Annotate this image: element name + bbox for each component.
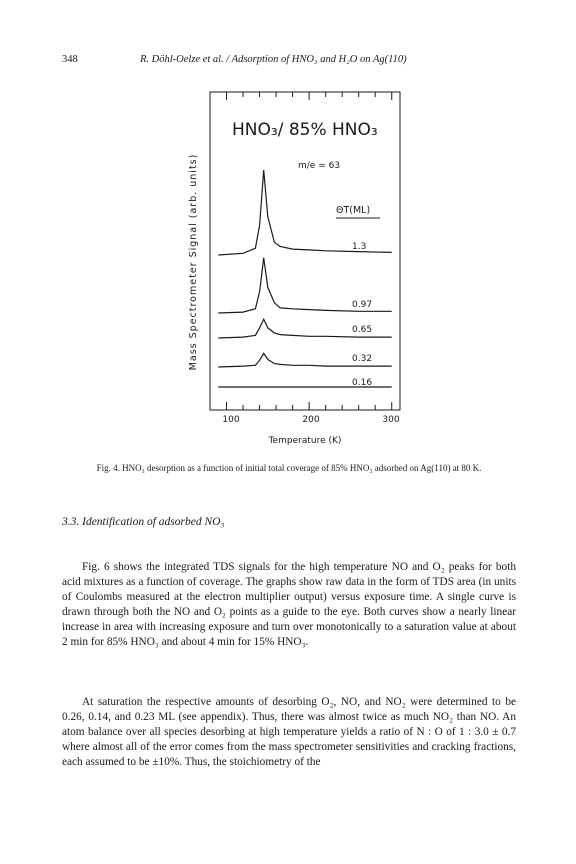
figure-caption — [62, 462, 516, 474]
mass-label: m/e = 63 — [298, 161, 341, 171]
section-heading: 3.3. Identification of adsorbed NO₃ — [62, 516, 225, 528]
coverage-label-0.65: 0.65 — [352, 325, 373, 335]
coverage-label-1.3: 1.3 — [352, 242, 367, 252]
caption-text: HNO₃ desorption as a function of initial total coverage of 85% HNO₃ adsorbed on Ag(110) at 80 K. — [122, 463, 482, 473]
bottom-ticks — [227, 402, 392, 410]
x-tick-label-200: 200 — [302, 415, 320, 425]
top-ticks — [227, 92, 392, 100]
figure-title: HNO₃/ 85% HNO₃ — [232, 120, 378, 140]
x-tick-label-100: 100 — [222, 415, 240, 425]
coverage-label-0.97: 0.97 — [352, 300, 373, 310]
running-title: R. Döhl-Oelze et al. / Adsorption of HNO₃ and H₂O on Ag(110) — [140, 54, 407, 65]
paragraph-1: Fig. 6 shows the integrated TDS signals for the high temperature NO and O₂ peaks for both acid mixtures as a function of coverage. The graphs show raw data in the form of TDS area (in units of Coulombs measured at the electron multiplier output) versus exposure time. A single curve is drawn through both the NO and O₂ points as a guide to the eye. Both curves show a nearly linear increase in area with increasing exposure and turn over monotonically to a saturation value at about 2 min for 85% HNO₃ and about 4 min for 15% HNO₃. — [62, 561, 516, 649]
caption-label: Fig. 4. — [96, 463, 120, 473]
paragraph-2: At saturation the respective amounts of desorbing O₂, NO, and NO₂ were determined to be 0.26, 0.14, and 0.23 ML (see appendix). Thus, there was almost twice as much NO₂ than NO. An atom balance over all species desorbing at high temperature yields a ratio of N : O of 1 : 3.0 ± 0.7 where almost all of the error comes from the mass spectrometer sensitivities and cracking fractions, each assumed to be ±10%. Thus, the stoichiometry of the — [62, 696, 516, 769]
page-number: 348 — [62, 54, 78, 65]
y-axis-label: Mass Spectrometer Signal (arb. units) — [188, 153, 199, 371]
x-tick-label-300: 300 — [382, 415, 400, 425]
coverage-label-0.16: 0.16 — [352, 378, 373, 388]
x-axis-label: Temperature (K) — [268, 436, 342, 446]
coverage-label-0.32: 0.32 — [352, 354, 373, 364]
coverage-header: ΘT(ML) — [336, 205, 371, 216]
